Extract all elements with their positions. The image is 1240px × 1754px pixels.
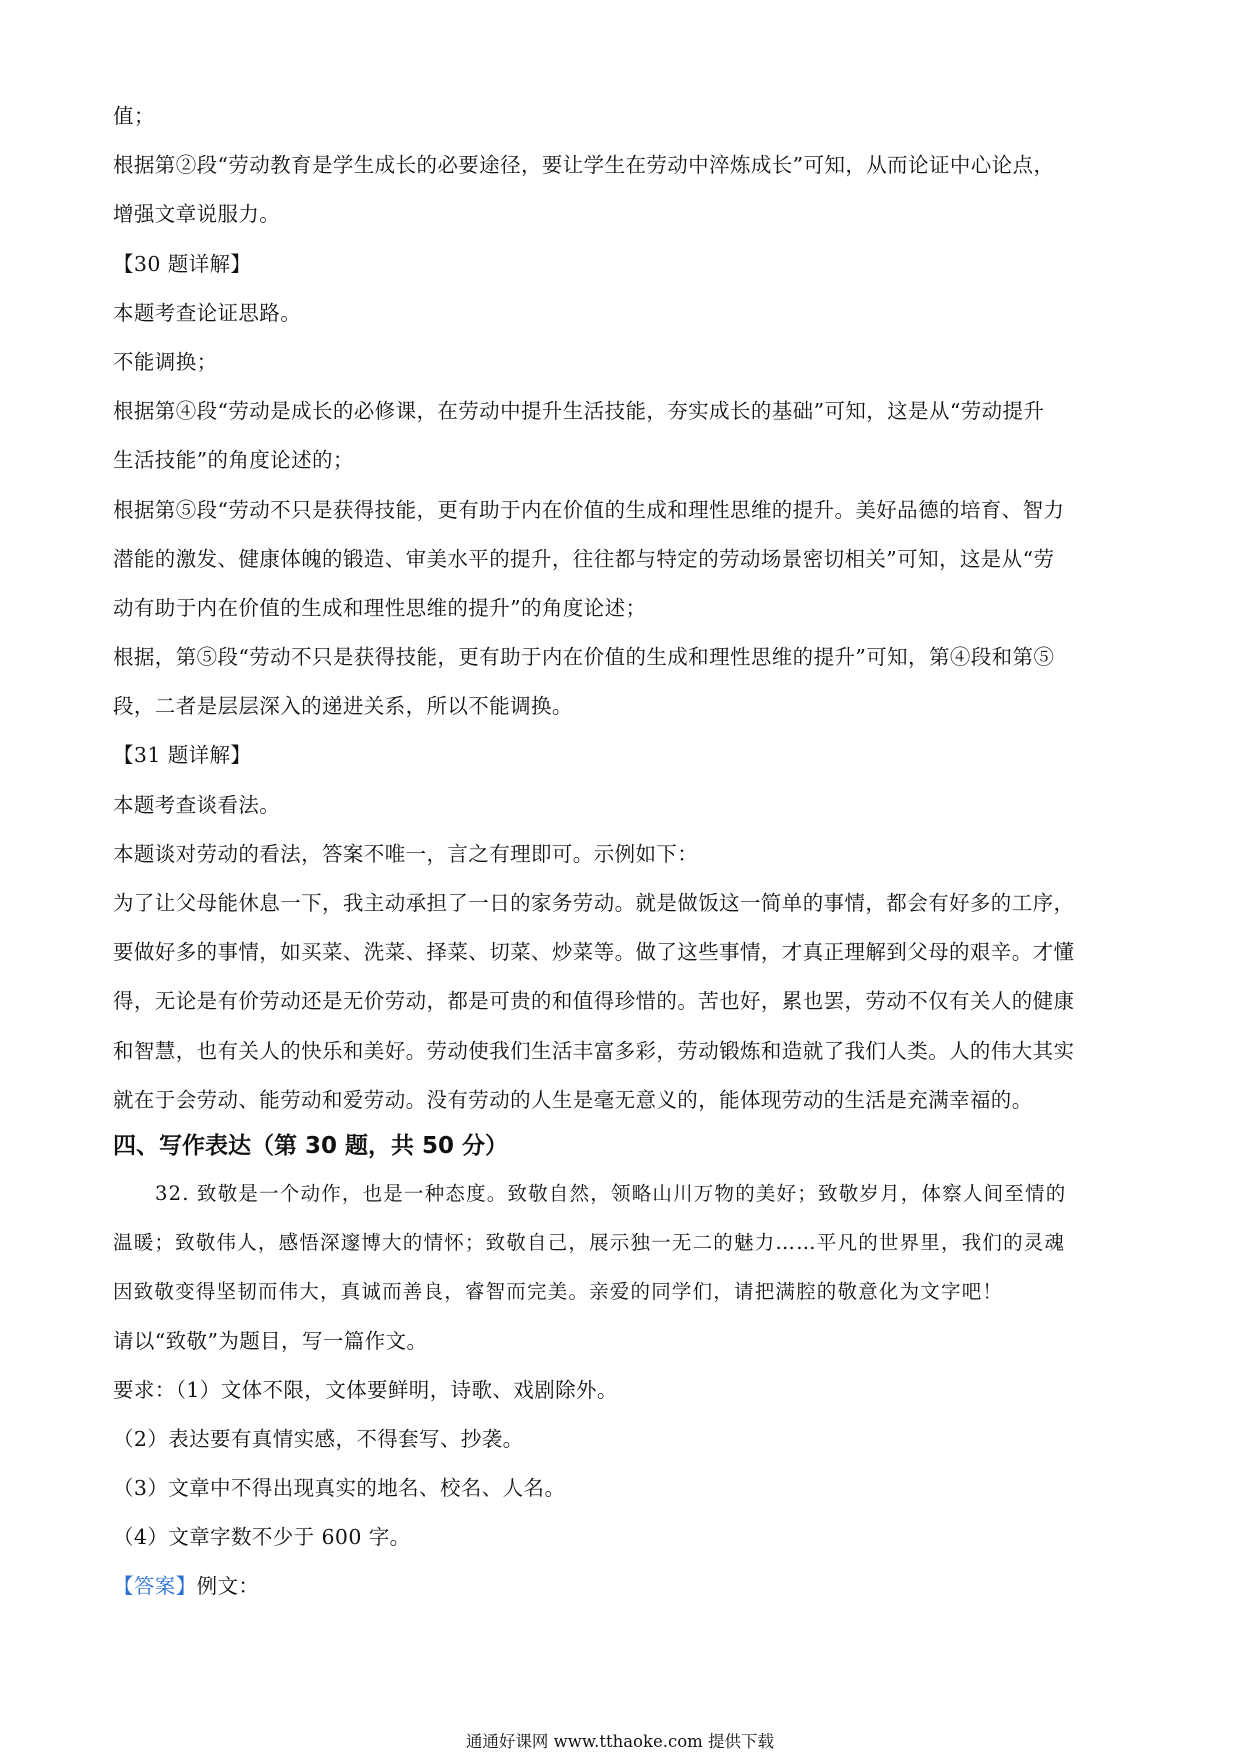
text-line: 根据第④段“劳动是成长的必修课，在劳动中提升生活技能，夯实成长的基础”可知，这是从“劳动提升	[113, 399, 1045, 424]
requirement-line: （4）文章字数不少于 600 字。	[113, 1525, 411, 1550]
question-31-header: 【31 题详解】	[113, 743, 252, 768]
text-line: 本题谈对劳动的看法，答案不唯一，言之有理即可。示例如下：	[113, 841, 699, 866]
requirement-line: 请以“致敬”为题目，写一篇作文。	[113, 1328, 428, 1353]
analysis-block	[113, 92, 1133, 1125]
writing-prompt	[113, 1169, 1133, 1317]
text-line: 就在于会劳动、能劳动和爱劳动。没有劳动的人生是毫无意义的，能体现劳动的生活是充满幸福的。	[113, 1087, 1033, 1112]
page-footer: 通通好课网 www.tthaoke.com 提供下载	[465, 1732, 775, 1751]
requirement-line: 要求：（1）文体不限，文体要鲜明，诗歌、戏剧除外。	[113, 1377, 618, 1402]
prompt-line: 温暖；致敬伟人，感悟深邃博大的情怀；致敬自己，展示独一无二的魅力……平凡的世界里，我们的灵魂	[113, 1231, 1066, 1255]
text-line: 本题考查谈看法。	[113, 792, 281, 817]
text-line: 增强文章说服力。	[113, 202, 281, 227]
section-heading: 四、写作表达（第 30 题，共 50 分）	[113, 1132, 509, 1159]
question-30-header: 【30 题详解】	[113, 251, 252, 276]
text-line: 和智慧，也有关人的快乐和美好。劳动使我们生活丰富多彩，劳动锻炼和造就了我们人类。人的伟大其实	[113, 1038, 1075, 1063]
text-line: 本题考查论证思路。	[113, 300, 302, 325]
answer-text: 例文：	[196, 1574, 260, 1599]
document-page	[113, 92, 1133, 1612]
text-line: 根据第②段“劳动教育是学生成长的必要途径，要让学生在劳动中淬炼成长”可知，从而论证中心论点，	[113, 153, 1055, 178]
text-line: 根据第⑤段“劳动不只是获得技能，更有助于内在价值的生成和理性思维的提升。美好品德的培育、智力	[113, 497, 1065, 522]
requirement-line: （2）表达要有真情实感，不得套写、抄袭。	[113, 1426, 524, 1451]
text-line: 潜能的激发、健康体魄的锻造、审美水平的提升，往往都与特定的劳动场景密切相关”可知，这是从“劳	[113, 546, 1055, 571]
text-line: 根据，第⑤段“劳动不只是获得技能，更有助于内在价值的生成和理性思维的提升”可知，第④段和第⑤	[113, 645, 1055, 670]
text-line: 动有助于内在价值的生成和理性思维的提升”的角度论述；	[113, 595, 647, 620]
text-line: 不能调换；	[113, 349, 218, 374]
text-line: 为了让父母能休息一下，我主动承担了一日的家务劳动。就是做饭这一简单的事情，都会有好多的工序，	[113, 891, 1075, 915]
requirement-line: （3）文章中不得出现真实的地名、校名、人名。	[113, 1476, 566, 1501]
text-line: 段，二者是层层深入的递进关系，所以不能调换。	[113, 694, 573, 719]
prompt-line: 32. 致敬是一个动作，也是一种态度。致敬自然，领略山川万物的美好；致敬岁月，体察人间至情的	[155, 1181, 1067, 1205]
text-line: 要做好多的事情，如买菜、洗菜、择菜、切菜、炒菜等。做了这些事情，才真正理解到父母的艰辛。才懂	[113, 940, 1075, 965]
requirements-block	[113, 1317, 1133, 1563]
text-line: 生活技能”的角度论述的；	[113, 448, 354, 473]
prompt-line: 因致敬变得坚韧而伟大，真诚而善良，睿智而完美。亲爱的同学们，请把满腔的敬意化为文字吧！	[113, 1280, 1004, 1304]
text-line: 得，无论是有价劳动还是无价劳动，都是可贵的和值得珍惜的。苦也好，累也罢，劳动不仅有关人的健康	[113, 989, 1075, 1014]
text-line: 值；	[113, 104, 155, 128]
answer-line	[113, 1562, 1133, 1611]
answer-tag: 【答案】	[113, 1574, 197, 1599]
